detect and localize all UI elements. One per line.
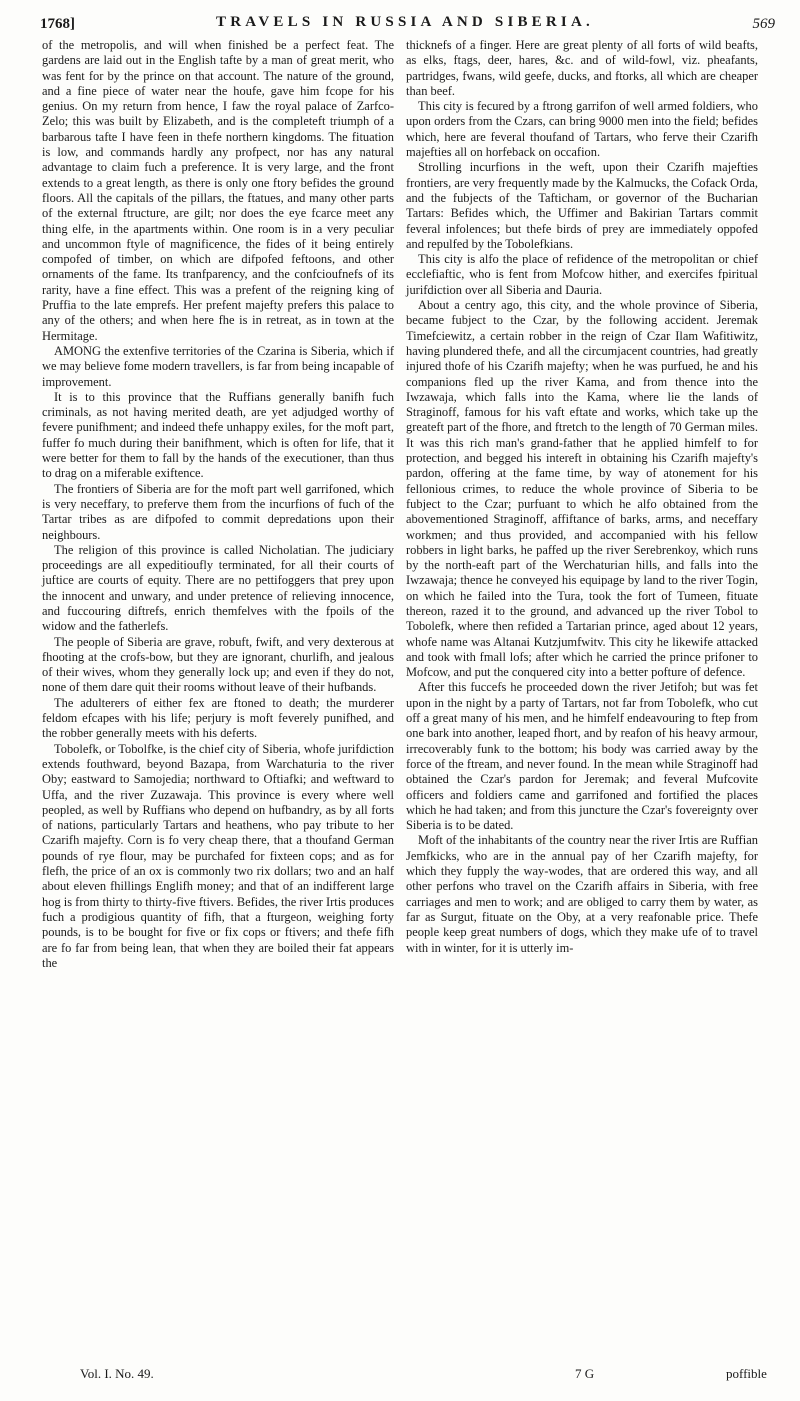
paragraph: After this fuccefs he proceeded down the river Jetifoh; but was fet upon in the night by a party of Tartars, not far from Tobolefk, who cut off a great many of his men, and he himfelf endeavouring to ftep from one bark into another, leaped fhort, and by reafon of his heavy armour, irrecoverably funk to the bottom; his body was carried away by the force of the ftream, and never found. In the mean while Straginoff had obtained the Czar's pardon for Jeremak; and feveral Mufcovite officers and foldiers came and garrifoned and fortified the places which he had taken; and from this juncture the Czar's fovereignty over Siberia is to be dated. <box>406 680 758 833</box>
paragraph: Strolling incurfions in the weft, upon their Czarifh majefties frontiers, are very frequently made by the Kalmucks, the Cofack Orda, and the fubjects of the Tafticham, or governor of the Bucharian Tartars: Befides which, the Uffimer and Bakirian Tartars commit feveral infolences; but thefe birds of prey are immediately oppofed and repulfed by the Tobolefkians. <box>406 160 758 251</box>
paragraph: About a centry ago, this city, and the whole province of Siberia, became fubject to the Czar, by the following accident. Jeremak Timefciewitz, a certain robber in the reign of Czar Ilam Wafitiwitz, having plundered thefe, and all the circumjacent countries, had greatly injured thofe of his Czarifh majefty; when he was purfued, he and his companions fled up the river Kama, and from thence into the Iwzawaja, which falls into the Kama, where lie the lands of Straginoff, famous for his vaft eftate and works, which take up the greateft part of the fhore, and ftretch to the length of 70 German miles. It was this rich man's grand-father that he applied himfelf to for protection, and begged his intereft in obtaining his Czarifh majefty's pardon, offering at the fame time, by way of atonement for his fellonious crimes, to reduce the whole province of Siberia to be fubject to the Czar; purfuant to which he alfo obtained from the abovementioned Straginoff, affiftance of barks, arms, and neceffary workmen; and thus provided, and accompanied with his fellow robbers in light barks, he paffed up the river Serebrenkoy, which runs by the north-eaft part of the Werchaturian hills, and falls into the Iwzawaja; thence he conveyed his equipage by land to the river Togin, on which he failed into the Tura, took the fort of Tumeen, fituate thereon, razed it to the ground, and advanced up the river Tobol to Tobolefk, where then refided a Tartarian prince, aged about 12 years, whofe name was Altanai Kutzjumfwitv. This city he likewife attacked and took with fmall lofs; after which he carried the prince prifoner to Mofcow, and put the conquered city into a better pofture of defence. <box>406 298 758 680</box>
signature-mark: 7 G <box>575 1366 595 1381</box>
paragraph: The people of Siberia are grave, robuft, fwift, and very dexterous at fhooting at the crofs-bow, but they are ignorant, churlifh, and jealous of their wives, whom they generally lock up; and even if they do not, none of them dare quit their rooms without leave of their hufbands. <box>42 634 394 695</box>
paragraph: thicknefs of a finger. Here are great plenty of all forts of wild beafts, as elks, ftags, deer, hares, &c. and of wild-fowl, viz. pheafants, partridges, fwans, wild geefe, ducks, and ftorks, all which are cheaper than beef. <box>406 38 758 98</box>
running-title: TRAVELS IN RUSSIA AND SIBERIA. <box>216 14 594 30</box>
paragraph: AMONG the extenfive territories of the Czarina is Siberia, which if we may believe fome modern travellers, is far from being incapable of improvement. <box>42 343 394 389</box>
paragraph: Tobolefk, or Tobolfke, is the chief city of Siberia, whofe jurifdiction extends fouthward, beyond Bazapa, from Warchaturia to the river Oby; eastward to Samojedia; northward to Oftiafki; and weftward to Uffa, and the river Zuzawaja. This province is every where well peopled, as well by Ruffians who depend on hufbandry, as by all forts of nations, particularly Tartars and heathens, who pay tribute to her Czarifh majefty. Corn is fo very cheap there, that a thoufand German pounds of rye flour, may be purchafed for fixteen cops; and as for flefh, the price of an ox is commonly two rix dollars; two and an half about eleven fhillings Englifh money; and that of an indifferent large hog is from thirty to thirty-five ftivers. Befides, the river Irtis produces fuch a prodigious quantity of fifh, that a fturgeon, weighing forty pounds, is to be bought for five or fix cops or ftivers; and thefe fifh are fo far from being lean, that when they are boiled their fat appears the <box>42 741 394 970</box>
volume-number: Vol. I. No. 49. <box>80 1366 154 1381</box>
paragraph: The religion of this province is called Nicholatian. The judiciary proceedings are all expeditioufly terminated, for all their courts of juftice are courts of equity. There are no pettifoggers that prey upon the innocent and unwary, and under pretence of relieving innocence, and fuccouring diftrefs, enrich themfelves with the fpoils of the widow and the fatherlefs. <box>42 542 394 634</box>
paragraph: The frontiers of Siberia are for the moft part well garrifoned, which is very neceffary, to preferve them from the incurfions of fuch of the Tartar tribes as are difpofed to commit depredations upon their neighbours. <box>42 481 394 542</box>
paragraph: Moft of the inhabitants of the country near the river Irtis are Ruffian Jemfkicks, who are in the annual pay of her Czarifh majefty, for which they fupply the way-wodes, that are ordered this way, and all other perfons who travel on the Czarifh affairs in Siberia, with free carriages and men to work; and are obliged to carry them by water, as far as Surgut, fituate on the Oby, at a very reafonable price. Thefe people keep great numbers of dogs, which they make ufe of to travel with in winter, for it is utterly im- <box>406 833 758 955</box>
paragraph: of the metropolis, and will when finished be a perfect feat. The gardens are laid out in the English tafte by a man of great merit, who was fent for by the prince on that account. The nature of the ground, and a fine piece of water near the houfe, gave him fcope for his genius. On my return from hence, I faw the royal palace of Zarfco-Zelo; this was built by Elizabeth, and is the completeft triumph of a barbarous tafte I have feen in thefe northern kingdoms. The fituation is low, and commands hardly any profpect, nor has any natural advantage to claim fuch a preference. It is very large, and the front extends to a great length, as there is only one ftory befides the ground floors. All the capitals of the pillars, the ftatues, and many other parts of the external ftructure, are gilt; nor does the eye fcarce meet any thing elfe, in the apartments within. One room is in a very peculiar and uncommon ftyle of magnificence, the fides of it being entirely compofed of timber, on which are difpofed feftoons, and other ornaments of the fame. Its tranfparency, and the confcioufnefs of its rarity, have a fine effect. This was a prefent of the reigning king of Pruffia to the late emprefs. Her prefent majefty prefers this palace to any of the others; and when here fhe is in retreat, as in town at the Hermitage. <box>42 38 394 343</box>
paragraph: This city is fecured by a ftrong garrifon of well armed foldiers, who upon orders from the Czars, can bring 9000 men into the field; befides which, here are feveral thoufand of Tartars, who ferve their Czarifh majefties all on horfeback on occafion. <box>406 99 758 160</box>
header-year: 1768] <box>40 16 75 32</box>
right-column <box>406 38 758 956</box>
page-number: 569 <box>752 16 775 32</box>
paragraph: The adulterers of either fex are ftoned to death; the murderer feldom efcapes with his life; perjury is moft feverely punifhed, and the robber generally meets with his deferts. <box>42 695 394 741</box>
catchword: poffible <box>726 1366 767 1381</box>
page-header <box>40 14 775 36</box>
left-column <box>42 38 394 971</box>
paragraph: It is to this province that the Ruffians generally banifh fuch criminals, as not having merited death, are yet adjudged worthy of fevere punifhment; and indeed thefe unhappy exiles, for the moft part, fuffer fo much during their banifhment, which is often for life, that it were better for them to fall by the hands of the executioner, than thus to drag on a miferable exiftence. <box>42 389 394 481</box>
paragraph: This city is alfo the place of refidence of the metropolitan or chief ecclefiaftic, who is fent from Mofcow hither, and exercifes fpiritual jurifdiction over all Siberia and Dauria. <box>406 252 758 297</box>
